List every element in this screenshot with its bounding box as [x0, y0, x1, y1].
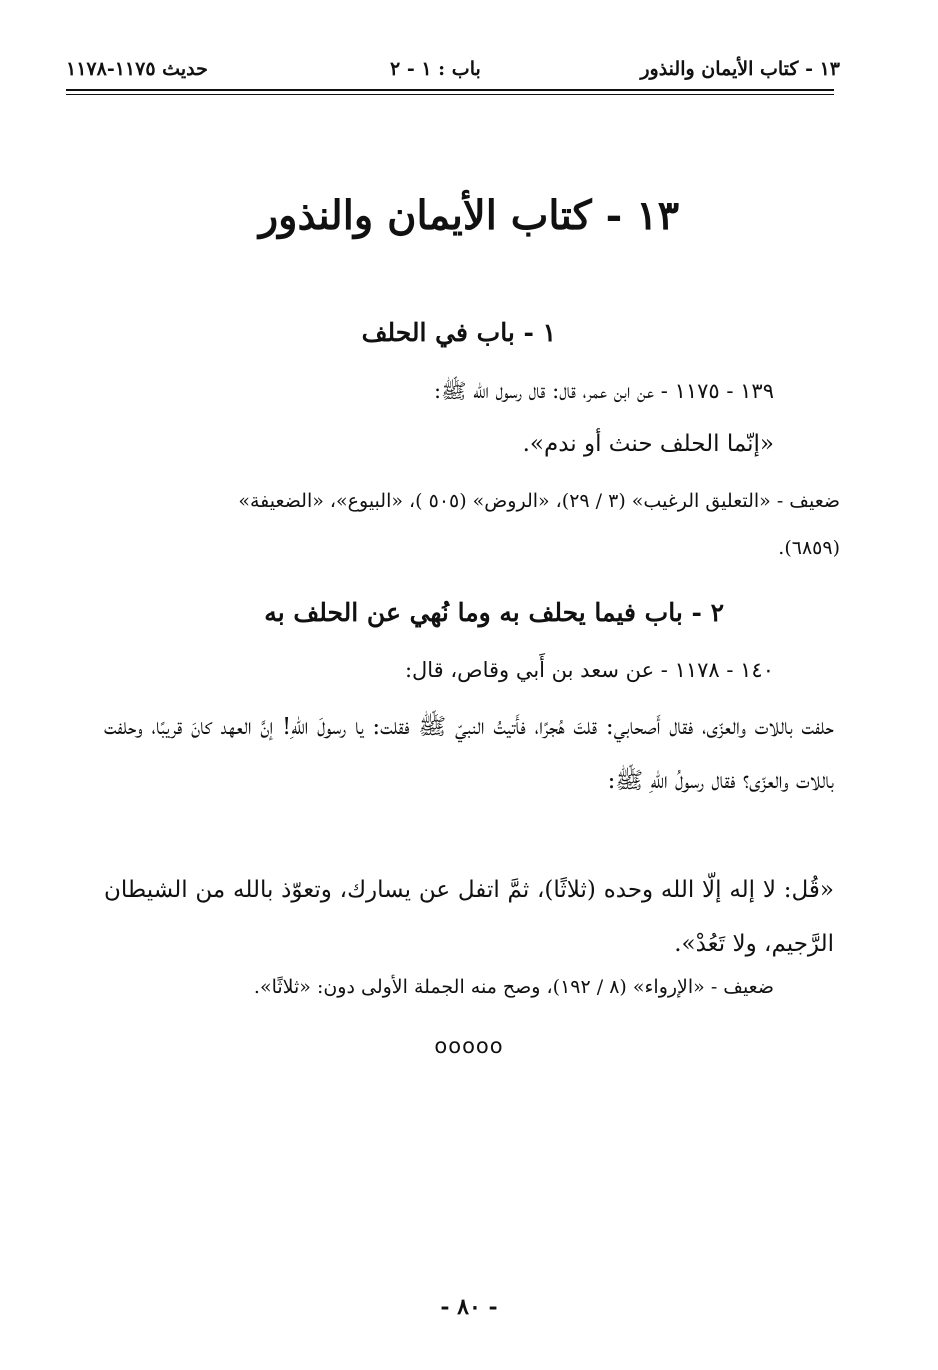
- running-header-hadith-range: حديث ١١٧٥-١١٧٨: [66, 58, 208, 80]
- hadith-text-1178-part2: «قُل: لا إله إلّا الله وحده (ثلاثًا)، ثمَّ اتفل عن يسارك، وتعوّذ بالله من الشيطان الرَّجيم، ولا تَعُدْ».: [104, 877, 834, 957]
- book-title: ١٣ - كتاب الأيمان والنذور: [258, 192, 680, 239]
- running-header-book: ١٣ - كتاب الأيمان والنذور: [640, 58, 840, 80]
- page-number: - ٨٠ -: [440, 1294, 498, 1320]
- hadith-intro-1175: ١٣٩ - ١١٧٥ - عن ابن عمر، قال: قال رسول الله ﷺ:: [434, 379, 774, 403]
- header-rule-thick: [66, 89, 834, 91]
- header-rule-thin: [66, 94, 834, 95]
- hadith-text-1175: «إنّما الحلف حنث أو ندم».: [522, 431, 774, 457]
- hadith-intro-1178: ١٤٠ - ١١٧٨ - عن سعد بن أَبي وقاص، قال:: [404, 658, 774, 682]
- chapter-heading-2: ٢ - باب فيما يحلف به وما نُهي عن الحلف به: [264, 598, 724, 627]
- grading-1175-line2: (٦٨٥٩).: [778, 537, 840, 559]
- section-separator: ooooo: [434, 1034, 504, 1058]
- hadith-text-1178-part1: حلفت باللات والعزّى، فقال أَصحابي: قلتَ هُجرًا، فأَتيتُ النبيّ ﷺ فقلت: يا رسولَ اللهِ! إنَّ العهد كانَ قريبًا، وحلفت باللات والعزّى؟ فقال رسولُ اللهِ ﷺ:: [104, 714, 834, 794]
- running-header-chapters: باب : ١ - ٢: [390, 58, 481, 80]
- chapter-heading-1: ١ - باب في الحلف: [361, 318, 556, 347]
- grading-1175-line1: ضعيف - «التعليق الرغيب» (٣ / ٢٩)، «الروض» (٥٠٥ )، «البيوع»، «الضعيفة»: [238, 490, 840, 512]
- grading-1178: ضعيف - «الإرواء» (٨ / ١٩٢)، وصح منه الجملة الأولى دون: «ثلاثًا».: [253, 976, 774, 998]
